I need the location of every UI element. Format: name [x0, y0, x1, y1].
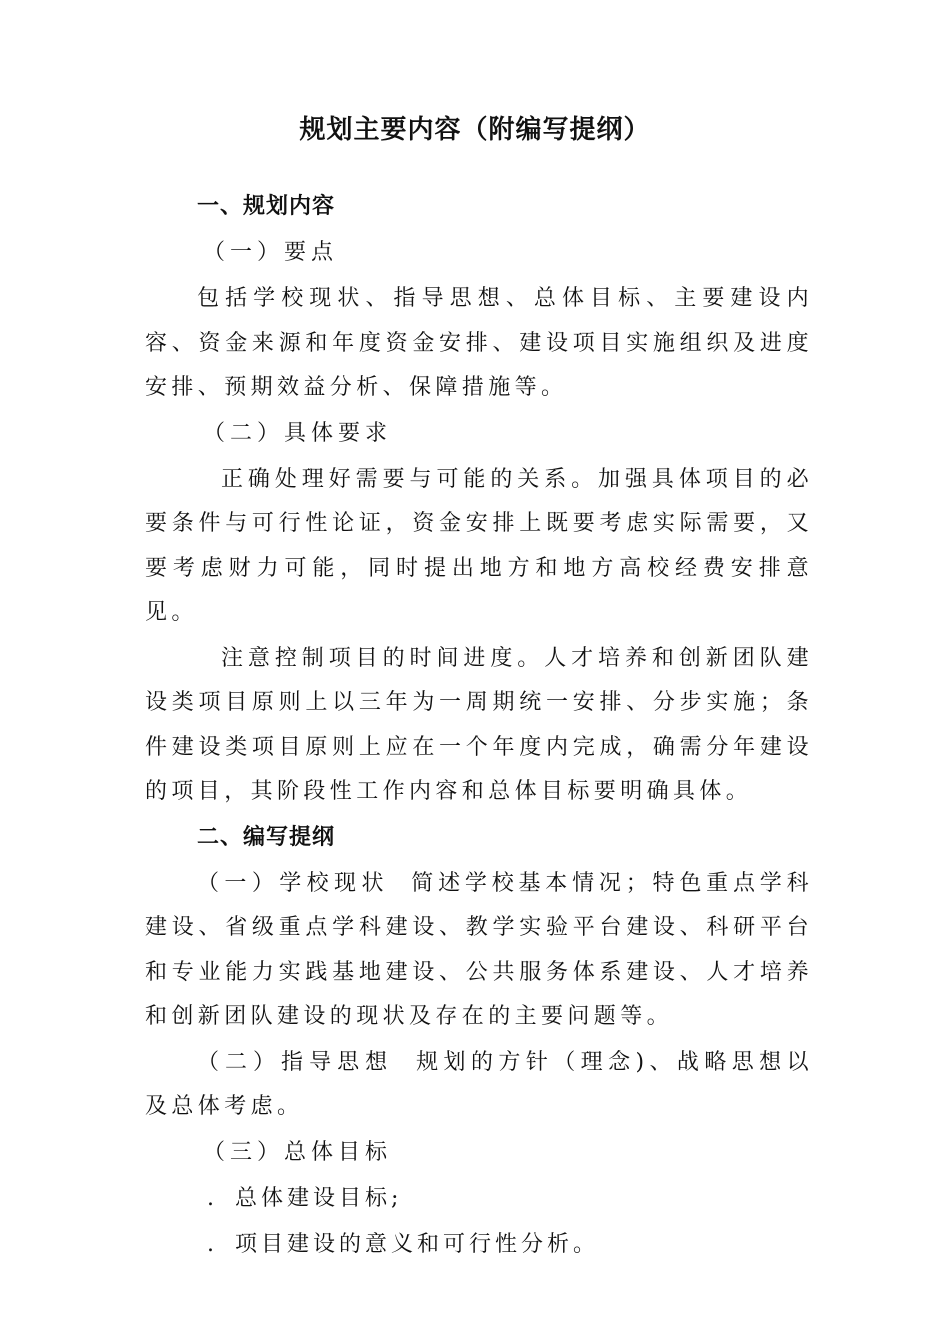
- school-status-label: （一）学校现状: [197, 870, 389, 896]
- bullet-dot: .: [207, 1231, 218, 1257]
- requirements-paragraph-2: 注意控制项目的时间进度。人才培养和创新团队建设类项目原则上以三年为一周期统一安排、分步实施；条件建设类项目原则上应在一个年度内完成，确需分年建设的项目，其阶段性工作内容和总体目标要明确具体。: [145, 645, 813, 804]
- document-body: [145, 192, 813, 1276]
- list-item: [145, 1184, 813, 1214]
- outline-item-guiding-ideology: [145, 1041, 813, 1130]
- list-item-text: 总体建设目标;: [235, 1185, 403, 1211]
- subsection-heading-overall-goals: （三）总体目标: [203, 1139, 393, 1165]
- subsection-heading-requirements: （二）具体要求: [203, 420, 393, 446]
- subsection-heading-key-points: （一）要点: [203, 240, 339, 265]
- document-title: 规划主要内容（附编写提纲）: [299, 115, 651, 145]
- list-item: [145, 1230, 813, 1260]
- section-heading-planning-content: 一、规划内容: [197, 194, 336, 219]
- guiding-ideology-label: （二）指导思想: [197, 1049, 394, 1075]
- guiding-ideology-text: 规划的方针（理念)、战略思想以及总体考虑。: [145, 1049, 813, 1119]
- school-status-text: 简述学校基本情况；特色重点学科建设、省级重点学科建设、教学实验平台建设、科研平台和专业能力实践基地建设、公共服务体系建设、人才培养和创新团队建设的现状及存在的主要问题等。: [145, 870, 813, 1029]
- key-points-paragraph: 包括学校现状、指导思想、总体目标、主要建设内容、资金来源和年度资金安排、建设项目实施组织及进度安排、预期效益分析、保障措施等。: [145, 286, 813, 400]
- section-heading-outline: 二、编写提纲: [197, 824, 336, 850]
- bullet-dot: .: [207, 1185, 218, 1211]
- outline-item-school-status: [145, 862, 813, 1040]
- list-item-text: 项目建设的意义和可行性分析。: [235, 1231, 600, 1257]
- requirements-paragraph-1: 正确处理好需要与可能的关系。加强具体项目的必要条件与可行性论证，资金安排上既要考虑实际需要，又要考虑财力可能，同时提出地方和地方高校经费安排意见。: [145, 466, 813, 625]
